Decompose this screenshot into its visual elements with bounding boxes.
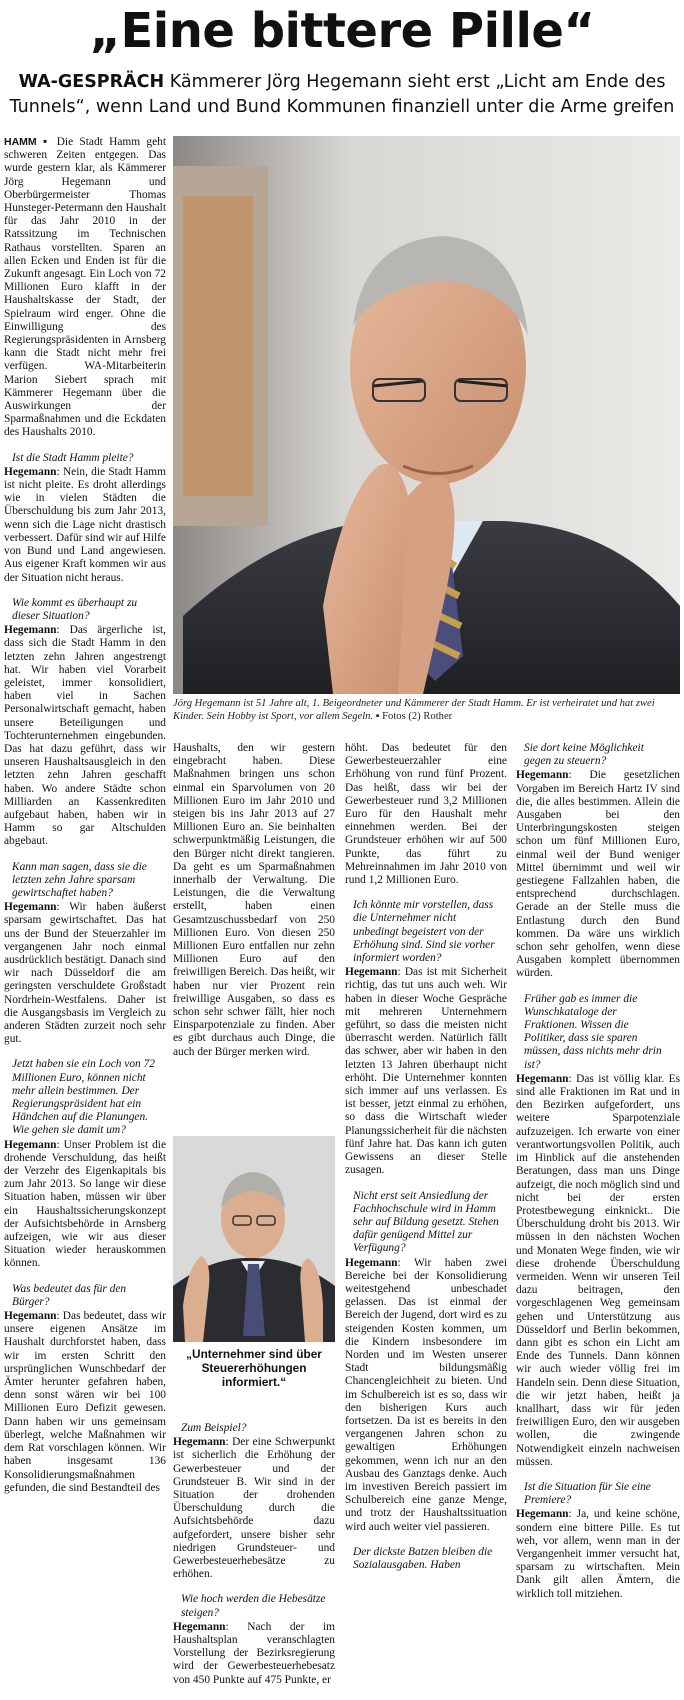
pull-quote: „Unternehmer sind über Steuererhöhungen informiert.“ bbox=[186, 1347, 322, 1389]
column-3 bbox=[345, 742, 507, 1698]
interview-question: Kann man sagen, dass sie die letzten zehn Jahre sparsam gewirtschaftet haben? bbox=[12, 860, 147, 899]
main-photo bbox=[173, 136, 680, 694]
interview-question: Der dickste Batzen bleiben die Sozialausgaben. Haben bbox=[353, 1545, 493, 1571]
interview-answer: Hegemann: Unser Problem ist die drohende Verschuldung, das heißt der Verzehr des Eigenkapitals bis zum Jahr 2013. So lange wir diese Situation haben, müssen wir über ein Haushaltssicherungskonzept der Aufsichtsbehörde in Arnsberg aufzeigen, wie wir aus dieser Situation wieder herauskommen können. bbox=[4, 1138, 166, 1270]
answer-text: Das ist mit Sicherheit richtig, das tut uns auch weh. Wir haben in dieser Woche Gespräche mit mehreren Unternehmern geführt, so dass die meisten nicht überrascht werden. Natürlich fällt das schwer, aber wir haben in den letzten 13 Jahren überhaupt nicht erhöht. Die Unternehmer konnten sich immer auf uns verlassen. Es ist besser, jetzt einmal zu erhöhen, so dass die Wirtschaft wieder Planungssicherheit für die nächsten fünf Jahre hat. Das kann ich guten Gewissens an dieser Stelle zusagen. bbox=[345, 966, 507, 1177]
interview-question: Ist die Situation für Sie eine Premiere? bbox=[524, 1480, 651, 1507]
speaker-label: Hegemann bbox=[4, 1310, 57, 1323]
interview-answer: Hegemann: Das ist völlig klar. Es sind alle Fraktionen im Rat und in den Bezirken aufgefordert, uns weitere Sparpotenziale aufzuzeigen. Ich erwarte von einer verantwortungsvollen Politik, auch im Hinblick auf die anstehenden Beratungen, dass man uns Dinge aufzeigt, die noch möglich sind und nicht bei der ersten Protestbewegung einknickt.. Die Überschuldung droht bis 2013. Wir müssen in den nächsten Wochen und Monaten Wege finden, wie wir diese drohende Überschuldung vermeiden. Wenn wir unseren Teil dazu beitragen, den vorgeschlagenen Weg gemeinsam gehen und Unterstützung aus Düsseldorf und Berlin bekommen, dann gibt es schon ein Licht am Ende des Tunnels. Dann können wir auch wieder völlig frei im Handeln sein. Denn diese Situation, die wir jetzt haben, heißt ja knallhart, dass wir für jeden freiwilligen Euro, den wir ausgeben wollen, die zwingende Notwendigkeit einzeln nachweisen müssen. bbox=[516, 1072, 680, 1468]
answer-text: Nach der im Haushaltsplan veranschlagten Vorstellung der Bezirksregierung wird der Gewerbesteuerhebesatz von 450 Punkte auf 475 Punkte, er bbox=[173, 1620, 335, 1686]
speaker-label: Hegemann bbox=[345, 966, 398, 979]
interview-answer: Hegemann: Der eine Schwerpunkt ist sicherlich die Erhöhung der Gewerbesteuer und der Grundsteuer B. Wir sind in der Situation der drohenden Überschuldung durch die Aufsichtsbehörde dazu aufgefordert, unsere bisher sehr niedrigen Grundsteuer- und Gewerbesteuerhebesätze zu erhöhen. bbox=[173, 1436, 335, 1581]
caption-text: Jörg Hegemann ist 51 Jahre alt, 1. Beigeordneter und Kämmerer der Stadt Hamm. Er ist verheiratet und hat zwei Kinder. Sein Hobby ist Sport, vor allem Segeln. bbox=[173, 698, 655, 722]
answer-text: Das ist völlig klar. Es sind alle Fraktionen im Rat und in den Bezirken aufgefordert, uns weitere Sparpotenziale aufzuzeigen. Ich erwarte von einer verantwortungsvollen Politik, auch im Hinblick auf die anstehenden Beratungen, dass man uns Dinge aufzeigt, die noch möglich sind und nicht bei der ersten Protestbewegung einknickt.. Die Überschuldung droht bis 2013. Wir müssen in den nächsten Wochen und Monaten Wege finden, wie wir diese drohende Überschuldung vermeiden. Wenn wir unseren Teil dazu beitragen, den vorgeschlagenen Weg gemeinsam gehen und Unterstützung aus Düsseldorf und Berlin bekommen, dann gibt es schon ein Licht am Ende des Tunnels. Dann können wir auch wieder völlig frei im Handeln sein. Denn diese Situation, die wir jetzt haben, heißt ja knallhart, dass wir für jeden freiwilligen Euro, den wir ausgeben wollen, die zwingende Notwendigkeit einzeln nachweisen müssen. bbox=[516, 1072, 680, 1468]
interview-answer: Hegemann: Ja, und keine schöne, sondern eine bittere Pille. Es tut weh, vor allem, wenn man in der Vergangenheit immer versucht hat, sparsam zu wirtschaften. Mein Dank gilt allen Ämtern, die wirklich toll mitziehen. bbox=[516, 1508, 680, 1600]
speaker-label: Hegemann bbox=[4, 1138, 57, 1151]
column-1 bbox=[4, 136, 166, 1696]
interview-answer: Hegemann: Nein, die Stadt Hamm ist nicht pleite. Es droht allerdings wie in vielen Städten die Überschuldung bis zum Jahr 2013, wenn sich die Lage nicht drastisch verbessert. Dafür sind wir auf Hilfe von Bund und Land angewiesen. Aus eigener Kraft kommen wir aus der Situation nicht heraus. bbox=[4, 465, 166, 584]
answer-text: Wir haben zwei Bereiche bei der Konsolidierung weitestgehend unbeschadet gelassen. Das ist einmal der Bereich der Jugend, dort wird es zu steigenden Kosten kommen, um die Kindern insbesondere im Norden und im Westen unserer Stadt bildungsmäßig Chancengleichheit zu bieten. Und im Schulbereich ist es so, dass wir den bisherigen Kurs auch fortsetzen. Da ist es bereits in den vergangenen Jahren schon zu gewaltigen Erhöhungen gekommen, wenn ich nur an den Ausbau des Ganztags denke. Auch im investiven Bereich passiert im Schulbereich eine ganze Menge, und trotz der Haushaltssituation wird auch weiter viel passieren. bbox=[345, 1256, 507, 1533]
photo-caption bbox=[173, 697, 680, 723]
column-2-bottom bbox=[173, 1410, 335, 1698]
interview-question: Ist die Stadt Hamm pleite? bbox=[12, 451, 134, 464]
photo-credit: ▪ Fotos (2) Rother bbox=[375, 711, 453, 722]
speaker-label: Hegemann bbox=[4, 465, 57, 478]
interview-answer: Hegemann: Wir haben äußerst sparsam gewirtschaftet. Das hat uns der Bund der Steuerzahler im vergangenen Jahr noch einmal ausdrücklich bestätigt. Danach sind wir nach Düsseldorf die am geringsten verschuldete Großstadt Nordrhein-Westfalens. Daher ist die Ausgangsbasis im Vergleich zu anderen Städten zurzeit noch sehr gut. bbox=[4, 901, 166, 1046]
inset-portrait-illustration bbox=[173, 1136, 335, 1342]
answer-text: Unser Problem ist die drohende Verschuldung, das heißt der Verzehr des Eigenkapitals bis zum Jahr 2013. So lange wir diese Situation haben, müssen wir über ein Haushaltssicherungskonzept der Aufsichtsbehörde in Arnsberg aufzeigen, wie wir aus dieser Situation wieder herauskommen können. bbox=[4, 1138, 166, 1270]
interview-question: Sie dort keine Möglichkeit gegen zu steuern? bbox=[524, 742, 644, 768]
intro-text: Die Stadt Hamm geht schweren Zeiten entgegen. Das wurde gestern klar, als Kämmerer Jörg Hegemann und Oberbürgermeister Thomas Hunsteger-Petermann den Haushalt für das Jahr 2010 in der Ratssitzung im Technischen Rathaus vorstellten. Sparen an allen Ecken und Enden ist für die Zukunft angesagt. Ein Loch von 72 Millionen Euro klafft in der Haushaltskasse der Stadt, der Spielraum wird enger. Ohne die Einwilligung des Regierungspräsidenten in Arnsberg kann die Stadt nicht mehr frei verfügen. WA-Mitarbeiterin Marion Siebert sprach mit Kämmerer Hegemann über die Auswirkungen der Sparmaßnahmen und die Eckdaten des Haushalts 2010. bbox=[4, 136, 166, 439]
interview-answer: Hegemann: Das ist mit Sicherheit richtig, das tut uns auch weh. Wir haben in dieser Woche Gespräche mit mehreren Unternehmern geführt, so dass die meisten nicht überrascht werden. Natürlich fällt das schwer, aber wir haben in den letzten 13 Jahren überhaupt nicht erhöht. Die Unternehmer konnten sich immer auf uns verlassen. Es ist besser, jetzt einmal zu erhöhen, so dass die Wirtschaft wieder Planungssicherheit für die nächsten fünf Jahre hat. Das kann ich guten Gewissens an dieser Stelle zusagen. bbox=[345, 966, 507, 1177]
portrait-illustration bbox=[173, 136, 680, 694]
interview-question: Zum Beispiel? bbox=[181, 1422, 247, 1434]
speaker-label: Hegemann bbox=[516, 1508, 569, 1521]
speaker-label: Hegemann bbox=[173, 1620, 226, 1633]
interview-answer: Hegemann: Nach der im Haushaltsplan veranschlagten Vorstellung der Bezirksregierung wird der Gewerbesteuerhebesatz von 450 Punkte auf 475 Punkte, er bbox=[173, 1620, 335, 1686]
col3-paragraph: höht. Das bedeutet für den Gewerbesteuerzahler eine Erhöhung von rund fünf Prozent. Das heißt, dass wir bei der Gewerbesteuer rund 3,2 Millionen Euro für den Haushalt mehr einnehmen werden. Bei der Grundsteuer erhöhen wir auf 500 Punkte, das führt zu Mehreinnahmen im Jahr 2010 von rund 1,2 Millionen Euro. bbox=[345, 742, 507, 887]
interview-question: Früher gab es immer die Wunschkataloge der Fraktionen. Wissen die Politiker, dass sie sparen müssen, dass nichts mehr drin ist? bbox=[524, 992, 662, 1071]
interview-answer: Hegemann: Die gesetzlichen Vorgaben im Bereich Hartz IV sind die, die alles bestimmen. Allein die Ausgaben bei den Unterbringungskosten steigen schon um fünf Millionen Euro, einmal weil der Bund weniger Mittel übernimmt und weil wir gestiegene Fallzahlen haben, die entsprechend durchschlagen. Gerade an der Stelle muss die Entlastung durch den Bund kommen. Da wäre uns wirklich schon sehr geholfen, wenn diese Ausgaben komplett übernommen würden. bbox=[516, 769, 680, 980]
answer-text: Die gesetzlichen Vorgaben im Bereich Hartz IV sind die, die alles bestimmen. Allein die Ausgaben bei den Unterbringungskosten steigen schon um fünf Millionen Euro, einmal weil der Bund weniger Mittel übernimmt und weil wir gestiegene Fallzahlen haben, die entsprechend durchschlagen. Gerade an der Stelle muss die Entlastung durch den Bund kommen. Da wäre uns wirklich schon sehr geholfen, wenn diese Ausgaben komplett übernommen würden. bbox=[516, 769, 680, 980]
answer-text: Das bedeutet, dass wir unsere eigenen Ansätze im Haushalt durchforstet haben, dass wir im ersten Schritt den ursprünglichen Wunschbedarf der Ämter herunter gefahren haben, denn sonst wären wir bei 100 Millionen Euro Defizit gewesen. Dann haben wir uns gemeinsam überlegt, welche Maßnahmen wir dem Rat vorschlagen können. Wir haben insgesamt 136 Konsolidierungsmaßnahmen gefunden, die sind Bestandteil des bbox=[4, 1310, 166, 1494]
column-4 bbox=[516, 742, 680, 1698]
dateline: HAMM bbox=[4, 136, 37, 148]
interview-question: Jetzt haben sie ein Loch von 72 Millionen Euro, können nicht mehr allein bestimmen. Der Regierungspräsident hat ein Händchen auf die Planungen. Wie gehen sie damit um? bbox=[12, 1058, 155, 1137]
speaker-label: Hegemann bbox=[4, 901, 57, 914]
inset-photo bbox=[173, 1136, 335, 1342]
intro-paragraph: HAMM ▪ Die Stadt Hamm geht schweren Zeiten entgegen. Das wurde gestern klar, als Kämmerer Jörg Hegemann und Oberbürgermeister Thomas Hunsteger-Petermann den Haushalt für das Jahr 2010 in der Ratssitzung im Technischen Rathaus vorstellten. Sparen an allen Ecken und Enden ist für die Zukunft angesagt. Ein Loch von 72 Millionen Euro klafft in der Haushaltskasse der Stadt, der Spielraum wird enger. Ohne die Einwilligung des Regierungspräsidenten in Arnsberg kann die Stadt nicht mehr frei verfügen. WA-Mitarbeiterin Marion Siebert sprach mit Kämmerer Hegemann über die Auswirkungen der Sparmaßnahmen und die Eckdaten des Haushalts 2010. bbox=[4, 136, 166, 439]
interview-question: Wie kommt es überhaupt zu dieser Situation? bbox=[12, 596, 138, 622]
column-2-top bbox=[173, 742, 335, 1132]
speaker-label: Hegemann bbox=[173, 1436, 226, 1449]
interview-answer: Hegemann: Das ärgerliche ist, dass sich die Stadt Hamm in den letzten zehn Jahren angestrengt hat. Wir haben viel Vorarbeit geleistet, immer konsolidiert, haben viel in Sachen Personalwirtschaft gemacht, haben unsere Beteiligungen und Tochterunternehmen eingebunden. Das hat dazu geführt, dass wir unseren Haushaltsausgleich in den letzten zehn Jahren geschafft haben. Wo andere Städte schon Milliarden an Kassenkrediten aufgebaut haben, haben wir in Hamm so gar Altschulden abgebaut. bbox=[4, 624, 166, 848]
interview-question: Nicht erst seit Ansiedlung der Fachhochschule wird in Hamm sehr auf Bildung gesetzt. Stehen dafür genügend Mittel zur Verfügung? bbox=[353, 1189, 499, 1255]
interview-question: Ich könnte mir vorstellen, dass die Unternehmer nicht unbedingt begeistert von der Erhöhung sind. Sind sie vorher informiert worden? bbox=[353, 899, 495, 965]
col2-paragraph: Haushalts, den wir gestern eingebracht haben. Diese Maßnahmen bringen uns schon einmal ein Sparvolumen von 20 Millionen Euro im Jahr 2010 und steigen bis ins Jahr 2013 auf 27 Millionen Euro an. Sie beinhalten schwerpunktmäßig Leistungen, die den Bürger nicht direkt tangieren. Da geht es um Sparmaßnahmen innerhalb der Verwaltung. Die Leistungen, die die Verwaltung erstellt, haben einen Gesamtzuschussbedarf von 250 Millionen Euro. Von diesen 250 Millionen Euro entfallen nur zehn Millionen Euro auf den freiwilligen Bereich. Das heißt, wir haben nur vier Prozent rein freiwillige Ausgaben, so dass es schon sehr schwer fällt, hier noch Einsparpotenziale zu finden. Aber es gibt durchaus auch Dinge, die auch der Bürger merken wird. bbox=[173, 742, 335, 1058]
speaker-label: Hegemann bbox=[516, 769, 569, 782]
interview-answer: Hegemann: Das bedeutet, dass wir unsere eigenen Ansätze im Haushalt durchforstet haben, dass wir im ersten Schritt den ursprünglichen Wunschbedarf der Ämter herunter gefahren haben, denn sonst wären wir bei 100 Millionen Euro Defizit gewesen. Dann haben wir uns gemeinsam überlegt, welche Maßnahmen wir dem Rat vorschlagen können. Wir haben insgesamt 136 Konsolidierungsmaßnahmen gefunden, die sind Bestandteil des bbox=[4, 1310, 166, 1494]
interview-question: Wie hoch werden die Hebesätze steigen? bbox=[181, 1593, 326, 1619]
speaker-label: Hegemann bbox=[345, 1256, 398, 1269]
speaker-label: Hegemann bbox=[516, 1072, 569, 1085]
answer-text: Nein, die Stadt Hamm ist nicht pleite. Es droht allerdings wie in vielen Städten die Überschuldung bis zum Jahr 2013, wenn sich die Lage nicht drastisch verbessert. Dafür sind wir auf Hilfe von Bund und Land angewiesen. Aus eigener Kraft kommen wir aus der Situation nicht heraus. bbox=[4, 465, 166, 584]
speaker-label: Hegemann bbox=[4, 624, 57, 637]
interview-question: Was bedeutet das für den Bürger? bbox=[12, 1282, 127, 1308]
subheadline bbox=[4, 70, 680, 120]
subhead-text: Kämmerer Jörg Hegemann sieht erst „Licht am Ende des Tunnels“, wenn Land und Bund Kommunen finanziell unter die Arme greifen bbox=[9, 72, 675, 117]
interview-answer: Hegemann: Wir haben zwei Bereiche bei der Konsolidierung weitestgehend unbeschadet gelassen. Das ist einmal der Bereich der Jugend, dort wird es zu steigenden Kosten kommen, um die Kindern insbesondere im Norden und im Westen unserer Stadt bildungsmäßig Chancengleichheit zu bieten. Und im Schulbereich ist es so, dass wir den bisherigen Kurs auch fortsetzen. Da ist es bereits in den vergangenen Jahren schon zu gewaltigen Erhöhungen gekommen, wenn ich nur an den Ausbau des Ganztags denke. Auch im investiven Bereich passiert im Schulbereich eine ganze Menge, und trotz der Haushaltssituation wird auch weiter viel passieren. bbox=[345, 1256, 507, 1533]
subhead-kicker: WA-GESPRÄCH bbox=[18, 72, 165, 92]
answer-text: Wir haben äußerst sparsam gewirtschaftet. Das hat uns der Bund der Steuerzahler im vergangenen Jahr noch einmal ausdrücklich bestätigt. Danach sind wir nach Düsseldorf die am geringsten verschuldete Großstadt Nordrhein-Westfalens. Daher ist die Ausgangsbasis im Vergleich zu anderen Städten zurzeit noch sehr gut. bbox=[4, 901, 166, 1046]
answer-text: Ja, und keine schöne, sondern eine bittere Pille. Es tut weh, vor allem, wenn man in der Vergangenheit immer versucht hat, sparsam zu wirtschaften. Mein Dank gilt allen Ämtern, die wirklich toll mitziehen. bbox=[516, 1508, 680, 1600]
answer-text: Der eine Schwerpunkt ist sicherlich die Erhöhung der Gewerbesteuer und der Grundsteuer B. Wir sind in der Situation der drohenden Überschuldung durch die Aufsichtsbehörde dazu aufgefordert, unsere bisher sehr niedrigen Grundsteuer- und Gewerbesteuerhebesätze zu erhöhen. bbox=[173, 1436, 335, 1581]
headline: „Eine bittere Pille“ bbox=[89, 3, 595, 59]
answer-text: Das ärgerliche ist, dass sich die Stadt Hamm in den letzten zehn Jahren angestrengt hat. Wir haben viel Vorarbeit geleistet, immer konsolidiert, haben viel in Sachen Personalwirtschaft gemacht, haben unsere Beteiligungen und Tochterunternehmen eingebunden. Das hat dazu geführt, dass wir unseren Haushaltsausgleich in den letzten zehn Jahren geschafft haben. Wo andere Städte schon Milliarden an Kassenkrediten aufgebaut haben, haben wir in Hamm so gar Altschulden abgebaut. bbox=[4, 624, 166, 848]
